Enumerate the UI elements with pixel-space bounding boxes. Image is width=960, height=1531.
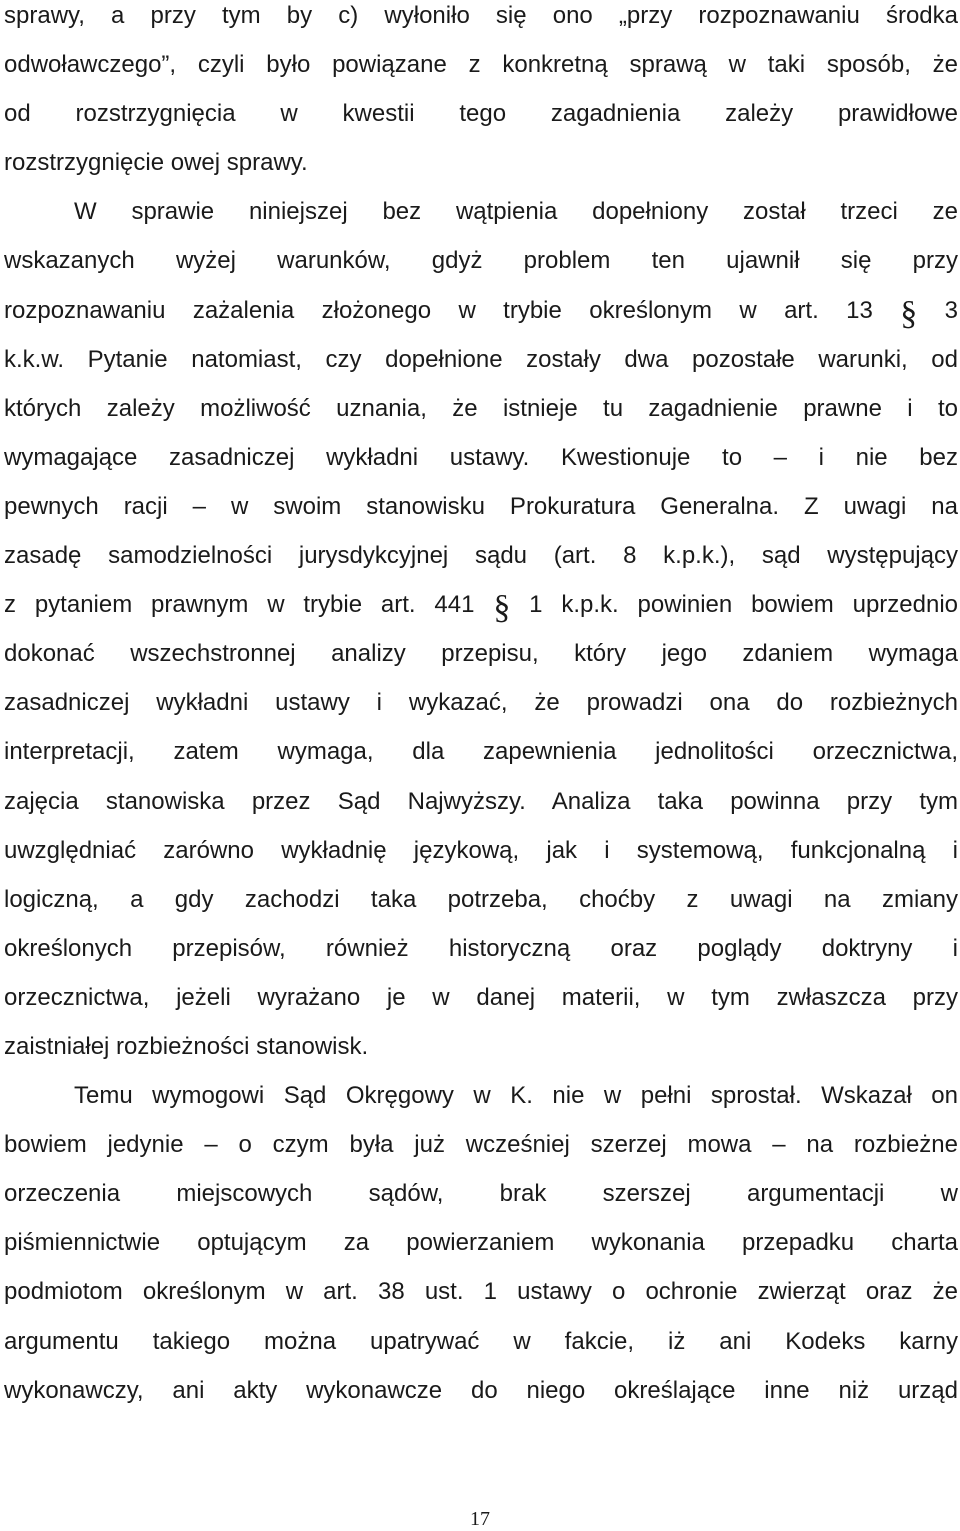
text-line-25: orzeczenia miejscowych sądów, brak szerszej argumentacji w xyxy=(4,1180,958,1208)
text-line-20: określonych przepisów, również historyczną oraz poglądy doktryny i xyxy=(4,934,958,962)
text-line-13-tail: 1 k.p.k. powinien bowiem uprzednio xyxy=(529,591,959,619)
text-line-6: wskazanych wyżej warunków, gdyż problem ten ujawnił się przy xyxy=(4,247,958,275)
text-line-12: zasadę samodzielności jurysdykcyjnej sądu (art. 8 k.p.k.), sąd występujący xyxy=(4,542,958,570)
body-text xyxy=(4,0,958,1415)
page-number: 17 xyxy=(470,1508,490,1530)
text-line-9: których zależy możliwość uznania, że istnieje tu zagadnienie prawne i to xyxy=(4,394,958,422)
text-line-3: od rozstrzygnięcia w kwestii tego zagadnienia zależy prawidłowe xyxy=(4,100,958,128)
text-line-21: orzecznictwa, jeżeli wyrażano je w danej materii, w tym zwłaszcza przy xyxy=(4,983,958,1011)
text-line-4: rozstrzygnięcie owej sprawy. xyxy=(4,149,308,177)
text-line-13 xyxy=(4,580,958,629)
text-line-13-main: z pytaniem prawnym w trybie art. 441 xyxy=(4,591,475,619)
section-sign-icon: § xyxy=(900,294,918,332)
text-line-8: k.k.w. Pytanie natomiast, czy dopełnione zostały dwa pozostałe warunki, od xyxy=(4,345,958,373)
text-line-5: W sprawie niniejszej bez wątpienia dopełniony został trzeci ze xyxy=(74,198,958,226)
text-line-19: logiczną, a gdy zachodzi taka potrzeba, choćby z uwagi na zmiany xyxy=(4,885,958,913)
text-line-7-tail: 3 xyxy=(944,296,959,324)
text-line-29: wykonawczy, ani akty wykonawcze do niego określające inne niż urząd xyxy=(4,1376,958,1404)
text-line-2: odwoławczego”, czyli było powiązane z konkretną sprawą w taki sposób, że xyxy=(4,51,958,79)
text-line-24: bowiem jedynie – o czym była już wcześniej szerzej mowa – na rozbieżne xyxy=(4,1131,958,1159)
text-line-14: dokonać wszechstronnej analizy przepisu, który jego zdaniem wymaga xyxy=(4,640,958,668)
text-line-1: sprawy, a przy tym by c) wyłoniło się ono „przy rozpoznawaniu środka xyxy=(4,2,958,29)
text-line-26: piśmiennictwie optującym za powierzaniem wykonania przepadku charta xyxy=(4,1229,958,1257)
text-line-22: zaistniałej rozbieżności stanowisk. xyxy=(4,1032,369,1060)
text-line-27: podmiotom określonym w art. 38 ust. 1 ustawy o ochronie zwierząt oraz że xyxy=(4,1278,958,1306)
text-line-23: Temu wymogowi Sąd Okręgowy w K. nie w pełni sprostał. Wskazał on xyxy=(74,1082,958,1110)
text-line-15: zasadniczej wykładni ustawy i wykazać, że prowadzi ona do rozbieżnych xyxy=(4,689,958,717)
text-line-18: uwzględniać zarówno wykładnię językową, jak i systemową, funkcjonalną i xyxy=(4,836,958,864)
text-line-11: pewnych racji – w swoim stanowisku Prokuratura Generalna. Z uwagi na xyxy=(4,492,958,520)
text-line-7-main: rozpoznawaniu zażalenia złożonego w trybie określonym w art. 13 xyxy=(4,296,873,324)
text-line-28: argumentu takiego można upatrywać w fakcie, iż ani Kodeks karny xyxy=(4,1327,958,1355)
text-line-17: zajęcia stanowiska przez Sąd Najwyższy. Analiza taka powinna przy tym xyxy=(4,787,958,815)
text-line-16: interpretacji, zatem wymaga, dla zapewnienia jednolitości orzecznictwa, xyxy=(4,738,958,766)
text-line-10: wymagające zasadniczej wykładni ustawy. Kwestionuje to – i nie bez xyxy=(4,443,958,471)
text-line-7 xyxy=(4,286,958,335)
section-sign-icon: § xyxy=(493,589,511,627)
